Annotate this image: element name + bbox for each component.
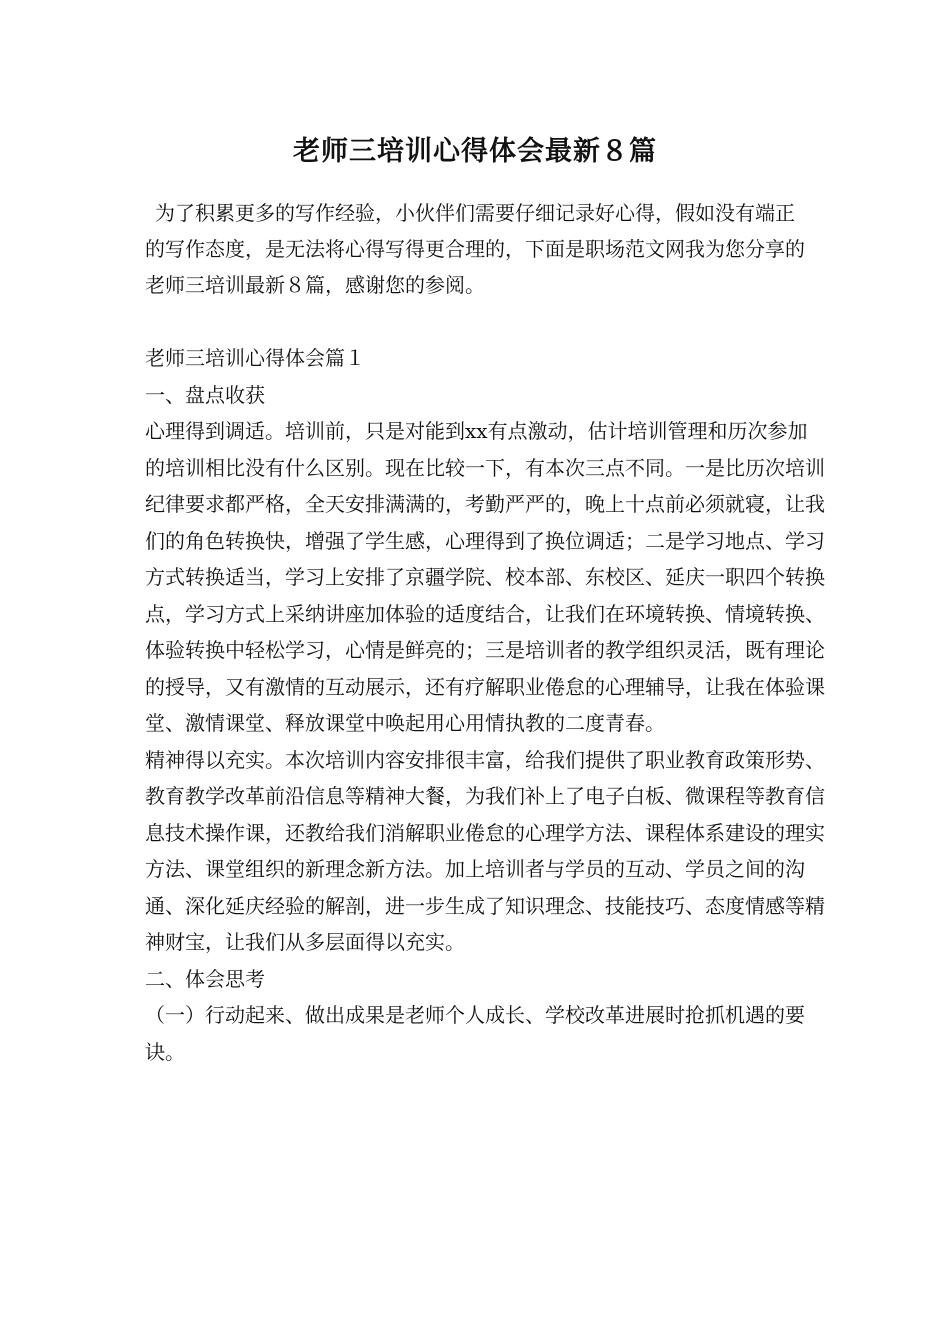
document-body: [145, 340, 825, 1070]
heading-harvest: 一、盘点收获: [145, 382, 265, 407]
intro-paragraph: 为了积累更多的写作经验，小伙伴们需要仔细记录好心得，假如没有端正的写作态度，是无法将心得写得更合理的，下面是职场范文网我为您分享的老师三培训最新８篇，感谢您的参阅。: [145, 201, 805, 297]
paragraph-action: （一）行动起来、做出成果是老师个人成长、学校改革进展时抢抓机遇的要诀。: [145, 1003, 805, 1064]
paragraph-spiritual-enrichment: 精神得以充实。本次培训内容安排很丰富，给我们提供了职业教育政策形势、教育教学改革前沿信息等精神大餐，为我们补上了电子白板、微课程等教育信息技术操作课，还教给我们消解职业倦怠的心理学方法、课程体系建设的理实方法、课堂组织的新理念新方法。加上培训者与学员的互动、学员之间的沟通、深化延庆经验的解剖，进一步生成了知识理念、技能技巧、态度情感等精神财宝，让我们从多层面得以充实。: [145, 747, 825, 954]
document-title: 老师三培训心得体会最新８篇: [293, 136, 657, 167]
section-title: 老师三培训心得体会篇１: [145, 346, 365, 370]
heading-reflection: 二、体会思考: [145, 966, 265, 991]
paragraph-mental-adjustment: 心理得到调适。培训前，只是对能到xx有点激动，估计培训管理和历次参加的培训相比没有什么区别。现在比较一下，有本次三点不同。一是比历次培训纪律要求都严格，全天安排满满的，考勤严严的，晚上十点前必须就寝，让我们的角色转换快，增强了学生感，心理得到了换位调适；二是学习地点、学习方式转换适当，学习上安排了京疆学院、校本部、东校区、延庆一职四个转换点，学习方式上采纳讲座加体验的适度结合，让我们在环境转换、情境转换、体验转换中轻松学习，心情是鲜亮的；三是培训者的教学组织灵活，既有理论的授导，又有激情的互动展示，还有疗解职业倦怠的心理辅导，让我在体验课堂、激情课堂、释放课堂中唤起用心用情执教的二度青春。: [145, 419, 825, 735]
